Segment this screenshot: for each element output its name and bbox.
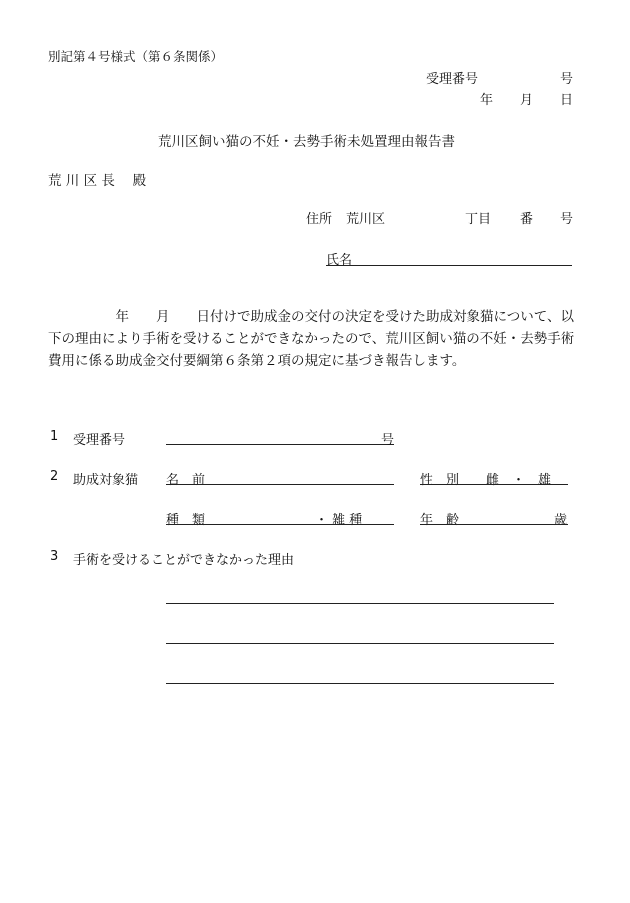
item1-label: 受理番号 — [73, 433, 126, 448]
item1-receipt-line[interactable] — [166, 444, 394, 445]
name-label: 氏名 — [326, 253, 353, 268]
item2-number: 2 — [50, 469, 59, 484]
addressee: 荒 川 区 長 殿 — [48, 173, 147, 189]
item2-label: 助成対象猫 — [73, 473, 139, 488]
date-month: 月 — [520, 93, 534, 108]
cat-breed-label: 種 類 — [166, 513, 206, 528]
reason-line-2[interactable] — [166, 643, 554, 644]
address-chome: 丁目 — [465, 212, 492, 227]
cat-sex-line — [420, 484, 568, 485]
item1-suffix: 号 — [381, 433, 395, 448]
item3-label: 手術を受けることができなかった理由 — [73, 553, 295, 568]
reason-line-1[interactable] — [166, 603, 554, 604]
reason-line-3[interactable] — [166, 683, 554, 684]
item3-number: 3 — [50, 549, 59, 564]
name-field-line[interactable] — [326, 265, 572, 266]
cat-name-line[interactable] — [166, 484, 394, 485]
body-paragraph: 年 月 日付けで助成金の交付の決定を受けた助成対象猫について、以下の理由により手術を受けることができなかったので、荒川区飼い猫の不妊・去勢手術費用に係る助成金交付要綱第６条第２項の規定に基づき報告します。 — [48, 309, 575, 369]
address-go: 号 — [560, 212, 574, 227]
cat-name-label: 名 前 — [166, 473, 206, 488]
address-label: 住所 — [306, 212, 333, 227]
date-day: 日 — [560, 93, 574, 108]
receipt-number-label: 受理番号 — [426, 72, 479, 87]
cat-breed-mixed[interactable]: ・ 雑 種 — [315, 513, 363, 528]
cat-sex-label: 性 別 — [420, 473, 460, 488]
form-reference: 別記第４号様式（第６条関係） — [48, 49, 224, 64]
document-title: 荒川区飼い猫の不妊・去勢手術未処置理由報告書 — [158, 134, 455, 150]
item1-number: 1 — [50, 429, 59, 444]
address-ban: 番 — [520, 212, 534, 227]
address-ward: 荒川区 — [346, 212, 386, 227]
cat-breed-line[interactable] — [166, 524, 394, 525]
cat-age-label: 年 齢 — [420, 513, 460, 528]
cat-sex-options[interactable]: 雌 ・ 雄 — [486, 473, 552, 488]
cat-age-unit: 歳 — [554, 513, 568, 528]
date-year: 年 — [480, 93, 494, 108]
cat-age-line[interactable] — [420, 524, 568, 525]
receipt-number-suffix: 号 — [560, 72, 574, 87]
